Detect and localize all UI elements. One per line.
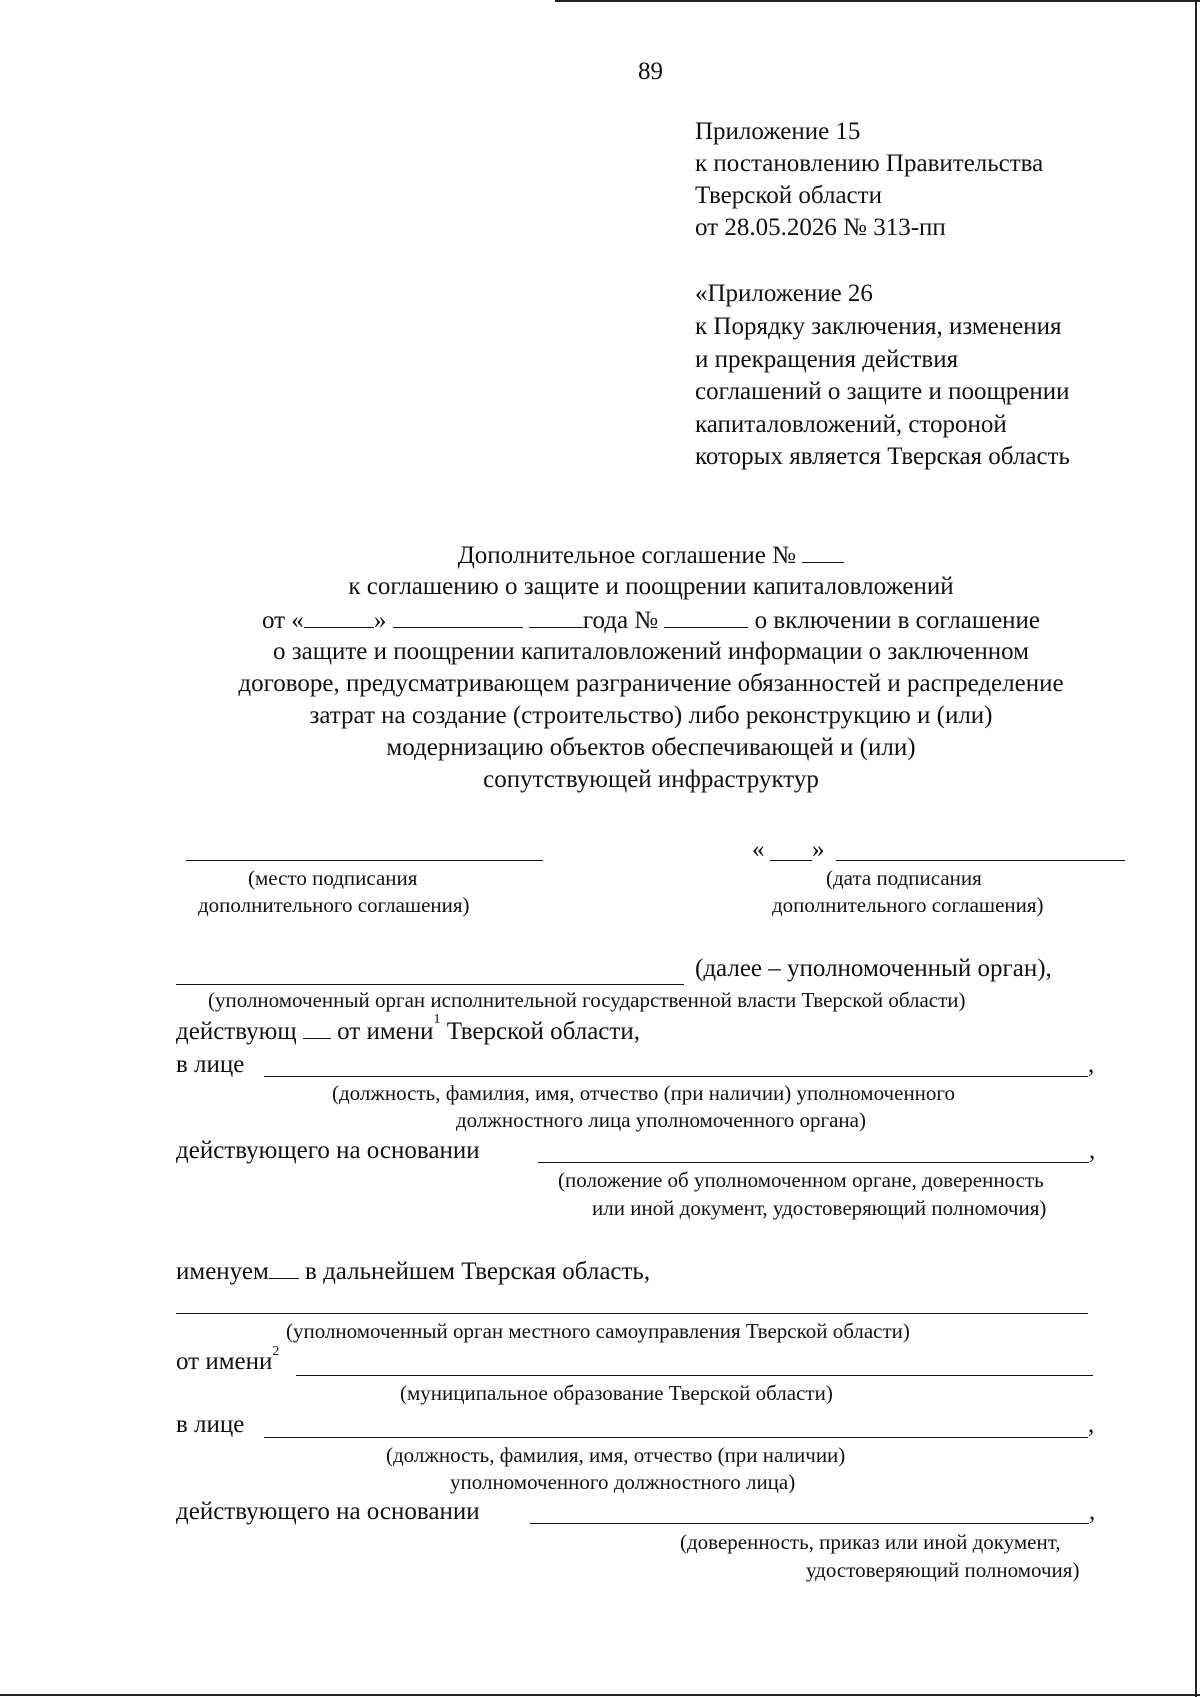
acting-line (176, 1012, 640, 1046)
appendix-26-line5: капиталовложений, стороной (695, 411, 1007, 438)
municipal-line (296, 1375, 1093, 1376)
date-year-blank (529, 605, 583, 628)
agreement-ref-blank (664, 605, 748, 628)
in-person-comma-1: , (1088, 1051, 1095, 1078)
person-caption1: (должность, фамилия, имя, отчество (при наличии) уполномоченного (332, 1081, 956, 1105)
basis-caption2: или иной документ, удостоверяющий полномочия) (592, 1196, 1047, 1220)
on-behalf-text: от имени (176, 1348, 273, 1375)
acting-basis-line-2 (530, 1523, 1089, 1524)
basis2-caption2: удостоверяющий полномочия) (806, 1558, 1080, 1582)
signing-date-caption2: дополнительного соглашения) (772, 893, 1044, 917)
signing-date-close-quote: » (812, 836, 825, 863)
basis2-caption1: (доверенность, приказ или иной документ, (680, 1530, 1061, 1554)
authority-name-line (176, 984, 684, 985)
title-line2: к соглашению о защите и поощрении капиталовложений (348, 573, 954, 600)
person-caption2: должностного лица уполномоченного органа) (456, 1108, 866, 1132)
page-number: 89 (638, 58, 663, 85)
acting-mid: от имени (337, 1018, 434, 1045)
title-line5: договоре, предусматривающем разграничение обязанностей и распределение (238, 670, 1064, 697)
authority-caption: (уполномоченный орган исполнительной государственной власти Тверской области) (208, 988, 966, 1012)
scan-edge-right (1195, 0, 1197, 1697)
person2-caption2: уполномоченного должностного лица) (450, 1470, 796, 1494)
named-ending-blank (269, 1256, 299, 1279)
signing-date-day-line (770, 860, 812, 861)
appendix-26-line2: к Порядку заключения, изменения (695, 313, 1062, 340)
scan-edge-bottom (0, 1694, 1200, 1696)
local-authority-line (176, 1313, 1088, 1314)
acting-basis-label-2: действующего на основании (176, 1498, 480, 1525)
signing-date-caption1: (дата подписания (826, 866, 982, 890)
in-person-comma-2: , (1088, 1411, 1095, 1438)
signing-place-caption1: (место подписания (248, 866, 418, 890)
title-line3-tail: о включении в соглашение (754, 607, 1041, 634)
title-line1 (0, 540, 1200, 570)
local-caption: (уполномоченный орган местного самоуправления Тверской области) (286, 1319, 910, 1343)
title-line4: о защите и поощрении капиталовложений информации о заключенном (273, 638, 1029, 665)
basis-caption1: (положение об уполномоченном органе, доверенность (558, 1168, 1044, 1192)
signing-place-caption2: дополнительного соглашения) (198, 893, 470, 917)
acting-ending-blank (303, 1016, 331, 1039)
on-behalf-label (176, 1344, 280, 1376)
in-person-label-2: в лице (176, 1411, 245, 1438)
footnote-2: 2 (272, 1344, 280, 1359)
appendix-26-line4: соглашений о защите и поощрении (695, 378, 1070, 405)
acting-prefix: действующ (176, 1018, 297, 1045)
in-person-label-1: в лице (176, 1051, 245, 1078)
title-line8: сопутствующей инфраструктур (483, 766, 819, 793)
title-line1-text: Дополнительное соглашение № (457, 542, 796, 569)
acting-basis-line-1 (538, 1162, 1089, 1163)
date-month-blank (393, 605, 523, 628)
title-line3 (0, 605, 1200, 635)
acting-tail: Тверской области, (446, 1018, 640, 1045)
title-line7: модернизацию объектов обеспечивающей и (или) (386, 734, 916, 761)
in-person-line-1 (264, 1076, 1088, 1077)
date-day-blank (304, 605, 374, 628)
appendix-15-line1: Приложение 15 (695, 118, 861, 145)
named-line (176, 1256, 650, 1286)
footnote-1: 1 (433, 1012, 441, 1027)
named-tail: в дальнейшем Тверская область, (305, 1258, 651, 1285)
appendix-26-line6: которых является Тверская область (695, 443, 1070, 470)
acting-basis-comma-1: , (1089, 1137, 1096, 1164)
title-year-label: года № (582, 607, 659, 634)
authority-tail: (далее – уполномоченный орган), (695, 955, 1052, 982)
scan-edge-top (555, 0, 1200, 2)
named-prefix: именуем (176, 1258, 269, 1285)
acting-basis-label-1: действующего на основании (176, 1137, 480, 1164)
in-person-line-2 (264, 1437, 1088, 1438)
signing-date-line (836, 860, 1125, 861)
agreement-number-blank (802, 540, 844, 563)
appendix-15-line2: к постановлению Правительства (695, 150, 1044, 177)
appendix-26-line1: «Приложение 26 (695, 280, 873, 307)
title-from-label: от « (261, 607, 304, 634)
signing-place-line (186, 860, 543, 861)
person2-caption1: (должность, фамилия, имя, отчество (при наличии) (386, 1443, 846, 1467)
appendix-26-line3: и прекращения действия (695, 346, 959, 373)
municipal-caption: (муниципальное образование Тверской области) (400, 1381, 833, 1405)
signing-date-open-quote: « (752, 836, 765, 863)
appendix-15-line3: Тверской области (695, 182, 882, 209)
acting-basis-comma-2: , (1089, 1498, 1096, 1525)
title-line6: затрат на создание (строительство) либо реконструкцию и (или) (309, 702, 993, 729)
title-quote-close: » (373, 607, 387, 634)
appendix-15-line4: от 28.05.2026 № 313-пп (695, 214, 946, 241)
